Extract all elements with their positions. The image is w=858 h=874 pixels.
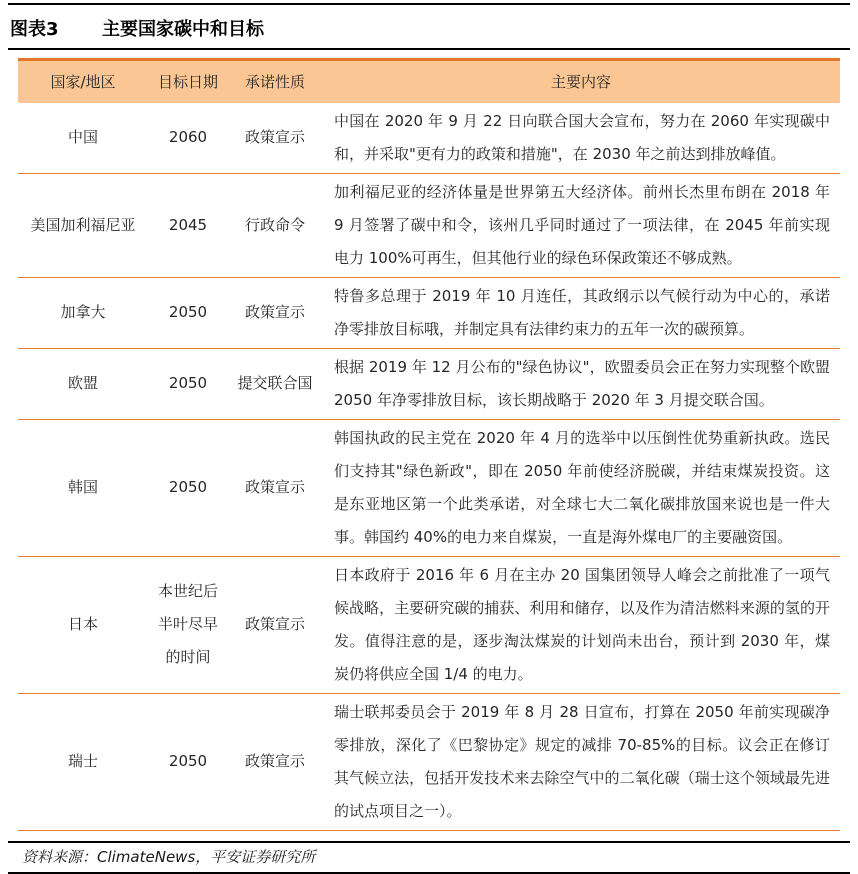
cell-main-content: 加利福尼亚的经济体量是世界第五大经济体。前州长杰里布朗在 2018 年 9 月签署了碳中和令，该州几乎同时通过了一项法律，在 2045 年前实现电力 100%可再生，但其他行业的绿色环保政策还不够成熟。: [322, 173, 840, 277]
table-header-row: [18, 60, 840, 103]
figure-title-bar: [0, 5, 858, 48]
cell-target-date: 2050: [148, 419, 228, 556]
header-commitment-type: 承诺性质: [244, 73, 305, 92]
footer-bottom-rule: [8, 872, 850, 874]
table-row: [18, 348, 840, 419]
cell-target-date: 2050: [148, 277, 228, 348]
cell-main-content: 根据 2019 年 12 月公布的"绿色协议"，欧盟委员会正在努力实现整个欧盟 2050 年净零排放目标，该长期战略于 2020 年 3 月提交联合国。: [322, 348, 840, 419]
cell-country: 瑞士: [18, 693, 148, 830]
data-source-note: 资料来源：ClimateNews，平安证券研究所: [22, 847, 316, 866]
cell-main-content: 特鲁多总理于 2019 年 10 月连任，其政纲示以气候行动为中心的，承诺净零排放目标哦，并制定具有法律约束力的五年一次的碳预算。: [322, 277, 840, 348]
cell-commitment-type: 行政命令: [228, 173, 322, 277]
cell-commitment-type: 政策宣示: [228, 419, 322, 556]
table-row: [18, 277, 840, 348]
cell-target-date: 2050: [148, 348, 228, 419]
table-row: [18, 693, 840, 830]
cell-country: 欧盟: [18, 348, 148, 419]
figure-title: 主要国家碳中和目标: [102, 19, 264, 40]
table-row: [18, 419, 840, 556]
cell-commitment-type: 政策宣示: [228, 693, 322, 830]
header-target-date: 目标日期: [157, 73, 218, 92]
cell-country: 中国: [18, 103, 148, 174]
table-row: [18, 103, 840, 174]
cell-target-date: 2050: [148, 693, 228, 830]
cell-country: 日本: [18, 556, 148, 693]
cell-main-content: 中国在 2020 年 9 月 22 日向联合国大会宣布，努力在 2060 年实现碳中和，并采取"更有力的政策和措施"，在 2030 年之前达到排放峰值。: [322, 103, 840, 174]
header-country: 国家/地区: [50, 73, 116, 92]
cell-target-date: 2045: [148, 173, 228, 277]
cell-main-content: 瑞士联邦委员会于 2019 年 8 月 28 日宣布，打算在 2050 年前实现碳净零排放，深化了《巴黎协定》规定的减排 70-85%的目标。议会正在修订其气候立法，包括开发技术来去除空气中的二氧化碳（瑞士这个领域最先进的试点项目之一）。: [322, 693, 840, 830]
cell-country: 加拿大: [18, 277, 148, 348]
cell-main-content: 日本政府于 2016 年 6 月在主办 20 国集团领导人峰会之前批准了一项气候战略，主要研究碳的捕获、利用和储存，以及作为清洁燃料来源的氢的开发。值得注意的是，逐步淘汰煤炭的计划尚未出台，预计到 2030 年，煤炭仍将供应全国 1/4 的电力。: [322, 556, 840, 693]
carbon-neutrality-table: [18, 58, 840, 831]
title-underline-rule: [8, 48, 850, 50]
cell-commitment-type: 政策宣示: [228, 277, 322, 348]
table-row: [18, 173, 840, 277]
cell-commitment-type: 提交联合国: [228, 348, 322, 419]
cell-commitment-type: 政策宣示: [228, 103, 322, 174]
cell-country: 美国加利福尼亚: [18, 173, 148, 277]
cell-main-content: 韩国执政的民主党在 2020 年 4 月的选举中以压倒性优势重新执政。选民们支持其"绿色新政"，即在 2050 年前使经济脱碳，并结束煤炭投资。这是东亚地区第一个此类承诺，对全球七大二氧化碳排放国来说也是一件大事。韩国约 40%的电力来自煤炭，一直是海外煤电厂的主要融资国。: [322, 419, 840, 556]
cell-commitment-type: 政策宣示: [228, 556, 322, 693]
figure-number: 图表3: [10, 19, 59, 40]
table-row: [18, 556, 840, 693]
header-main-content: 主要内容: [550, 73, 611, 92]
cell-country: 韩国: [18, 419, 148, 556]
cell-target-date: 2060: [148, 103, 228, 174]
cell-target-date: 本世纪后半叶尽早的时间: [148, 556, 228, 693]
